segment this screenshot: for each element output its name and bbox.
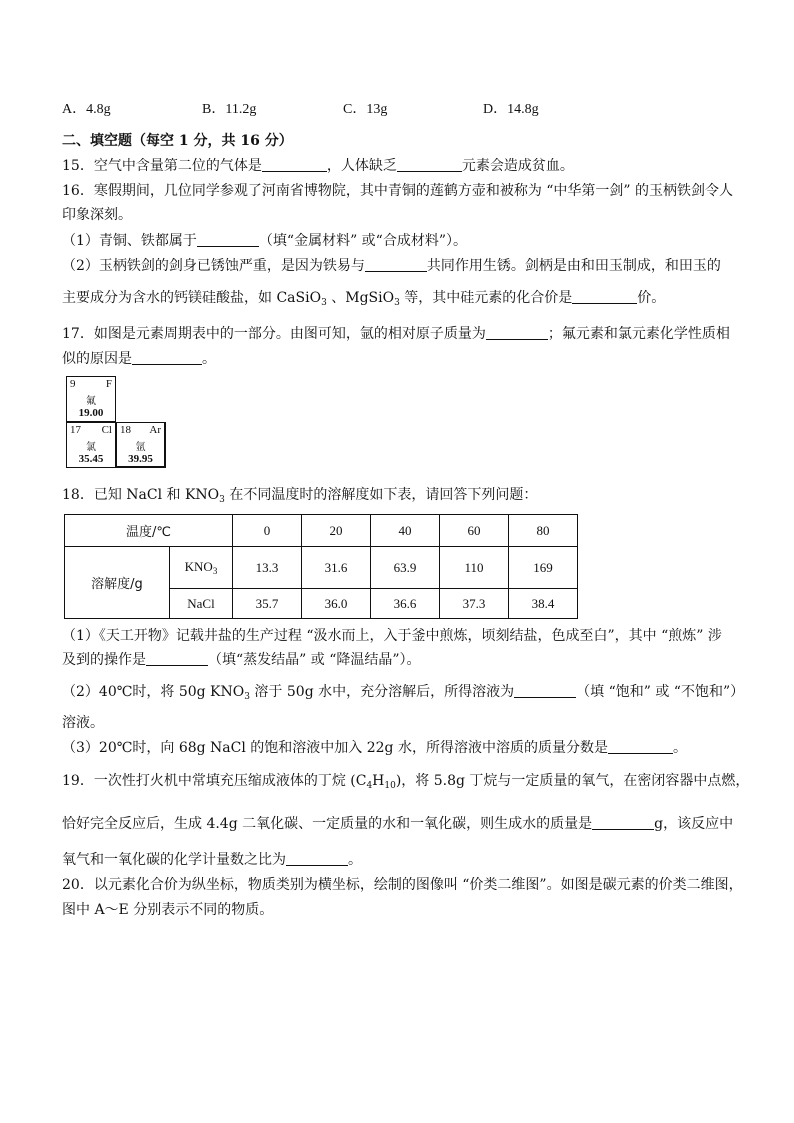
table-cell: 169 <box>509 547 578 589</box>
q19-text-2: H <box>372 773 385 789</box>
substance-nacl: NaCl <box>170 589 233 619</box>
subscript: 3 <box>321 298 327 308</box>
atomic-number: 18 <box>120 424 131 436</box>
q18-sub3-end: 。 <box>672 740 687 756</box>
choice-d: D．14.8g <box>483 102 539 117</box>
answer-blank[interactable] <box>592 815 654 830</box>
table-cell: 36.6 <box>371 589 440 619</box>
table-row-kno3 <box>65 547 578 589</box>
q16-valence-text: 等，其中硅元素的化合价是 <box>399 290 573 306</box>
subscript: 3 <box>212 566 218 576</box>
q18-sub-2 <box>62 683 744 706</box>
q16-sub-2 <box>62 257 721 275</box>
table-cell: 40 <box>371 515 440 547</box>
answer-blank[interactable] <box>572 289 637 304</box>
q15-text-2: ，人体缺乏 <box>326 158 397 174</box>
atomic-number: 9 <box>70 378 76 390</box>
answer-blank[interactable] <box>608 739 673 754</box>
q19-text-7: 。 <box>348 852 362 868</box>
table-cell: 20 <box>302 515 371 547</box>
element-cell-fluorine <box>66 376 116 422</box>
substance-name: KNO <box>184 559 213 574</box>
q18-sub-1-cont <box>62 651 421 669</box>
table-cell: 35.7 <box>233 589 302 619</box>
q18-sub3-text: （3）20℃时，向 68g NaCl 的饱和溶液中加入 22g 水，所得溶液中溶质的质量分数是 <box>62 740 608 756</box>
q19-text-6: 氧气和一氧化碳的化学计量数之比为 <box>62 852 286 868</box>
q18-sub1-hint: （填“蒸发结晶” 或 “降温结晶”）。 <box>208 652 421 668</box>
q16-sub2-text: （2）玉柄铁剑的剑身已锈蚀严重，是因为铁易与 <box>62 258 365 274</box>
q17-line-2 <box>62 350 216 368</box>
atomic-number: 17 <box>70 424 81 436</box>
answer-blank[interactable] <box>365 257 427 272</box>
q17-text-3: 似的原因是 <box>62 351 132 367</box>
q18-sub-2-cont: 溶液。 <box>62 715 104 731</box>
q20-line-2: 图中 A～E 分别表示不同的物质。 <box>62 902 274 918</box>
q18-intro <box>62 486 537 509</box>
table-cell: 80 <box>509 515 578 547</box>
q16-sub1-text: （1）青铜、铁都属于 <box>62 233 197 249</box>
q15-text-1: 15．空气中含量第二位的气体是 <box>62 158 262 174</box>
q19-line-3 <box>62 851 362 869</box>
answer-blank[interactable] <box>132 350 202 365</box>
question-15 <box>62 157 574 175</box>
q14-choices <box>62 98 782 116</box>
q16-line-1: 16．寒假期间，几位同学参观了河南省博物院，其中青铜的莲鹤方壶和被称为 “中华第一剑” 的玉柄铁剑令人 <box>62 183 734 199</box>
q16-sub2-text-2: 共同作用生锈。剑柄是由和田玉制成，和田玉的 <box>426 258 721 274</box>
q20-line-1: 20．以元素化合价为纵坐标，物质类别为横坐标，绘制的图像叫 “价类二维图”。如图是碳元素的价类二维图， <box>62 877 743 893</box>
q16-formula-text: 主要成分为含水的钙镁硅酸盐，如 CaSiO <box>62 290 322 306</box>
answer-blank[interactable] <box>146 651 208 666</box>
choice-c: C．13g <box>343 102 388 117</box>
subscript: 3 <box>219 495 225 505</box>
solubility-label: 溶解度/g <box>65 547 170 619</box>
atomic-mass: 35.45 <box>78 453 104 465</box>
choice-a: A．4.8g <box>62 102 111 117</box>
temperature-header: 温度/℃ <box>65 515 233 547</box>
answer-blank[interactable] <box>486 325 548 340</box>
answer-blank[interactable] <box>197 232 259 247</box>
q16-line-2: 印象深刻。 <box>62 207 132 223</box>
q16-sub1-hint: （填“金属材料” 或“合成材料”）。 <box>258 233 468 249</box>
answer-blank[interactable] <box>286 851 348 866</box>
choice-b: B．11.2g <box>202 102 257 117</box>
table-header-row <box>65 515 578 547</box>
answer-blank[interactable] <box>262 157 327 172</box>
atomic-mass: 19.00 <box>78 407 104 419</box>
subscript: 4 <box>366 781 373 791</box>
q18-sub2-text: （2）40℃时，将 50g KNO <box>62 684 245 700</box>
table-cell: 38.4 <box>509 589 578 619</box>
atomic-mass: 39.95 <box>128 453 153 465</box>
q16-sub-2-cont <box>62 289 665 312</box>
q19-line-2 <box>62 815 733 833</box>
periodic-table-fragment <box>66 376 168 470</box>
element-cell-argon <box>116 422 166 468</box>
table-cell: 0 <box>233 515 302 547</box>
element-name: 氟 <box>86 396 96 407</box>
q15-text-3: 元素会造成贫血。 <box>461 158 574 174</box>
solubility-table <box>64 514 578 619</box>
answer-blank[interactable] <box>514 683 576 698</box>
q19-line-1 <box>62 772 749 795</box>
element-name: 氯 <box>86 442 96 453</box>
element-symbol: F <box>105 378 112 390</box>
q18-intro-text: 18．已知 NaCl 和 KNO <box>62 487 220 503</box>
q16-formula-text-2: 、MgSiO <box>326 290 395 306</box>
q18-sub-3 <box>62 739 687 757</box>
substance-kno3 <box>170 547 233 589</box>
q18-sub2-hint: （填 “饱和” 或 “不饱和”） <box>576 684 745 700</box>
q17-line-1 <box>62 325 730 343</box>
q19-text-4: 恰好完全反应后，生成 4.4g 二氧化碳、一定质量的水和一氧化碳，则生成水的质量是 <box>62 816 593 832</box>
element-name: 氩 <box>135 442 146 453</box>
table-cell: 60 <box>440 515 509 547</box>
q16-end-text: 价。 <box>637 290 666 306</box>
q19-text-1: 19．一次性打火机中常填充压缩成液体的丁烷 (C <box>62 773 367 789</box>
table-cell: 63.9 <box>371 547 440 589</box>
table-cell: 36.0 <box>302 589 371 619</box>
subscript: 3 <box>394 298 400 308</box>
subscript: 3 <box>244 692 250 702</box>
element-symbol: Cl <box>101 424 112 436</box>
q19-text-5: g，该反应中 <box>654 816 734 832</box>
element-symbol: Ar <box>149 424 161 436</box>
table-cell: 31.6 <box>302 547 371 589</box>
answer-blank[interactable] <box>397 157 462 172</box>
q18-sub2-text-2: 溶于 50g 水中，充分溶解后，所得溶液为 <box>249 684 515 700</box>
q17-text-2: ；氟元素和氯元素化学性质相 <box>547 326 730 342</box>
q19-text-3: )，将 5.8g 丁烷与一定质量的氧气，在密闭容器中点燃， <box>395 773 750 789</box>
q18-sub-1: （1）《天工开物》记载井盐的生产过程 “汲水而上，入于釜中煎炼，顷刻结盐，色成至白”，其中 “煎炼” 涉 <box>62 628 722 644</box>
subscript: 10 <box>384 781 396 791</box>
table-cell: 13.3 <box>233 547 302 589</box>
q17-text-4: 。 <box>202 351 216 367</box>
table-cell: 37.3 <box>440 589 509 619</box>
q18-intro-text-2: 在不同温度时的溶解度如下表，请回答下列问题： <box>224 487 538 503</box>
q17-text-1: 17．如图是元素周期表中的一部分。由图可知，氩的相对原子质量为 <box>62 326 486 342</box>
q16-sub-1 <box>62 232 467 250</box>
q18-sub1-text: 及到的操作是 <box>62 652 146 668</box>
element-cell-chlorine <box>66 422 116 468</box>
table-cell: 110 <box>440 547 509 589</box>
section-heading: 二、填空题（每空 1 分，共 16 分） <box>62 133 293 149</box>
